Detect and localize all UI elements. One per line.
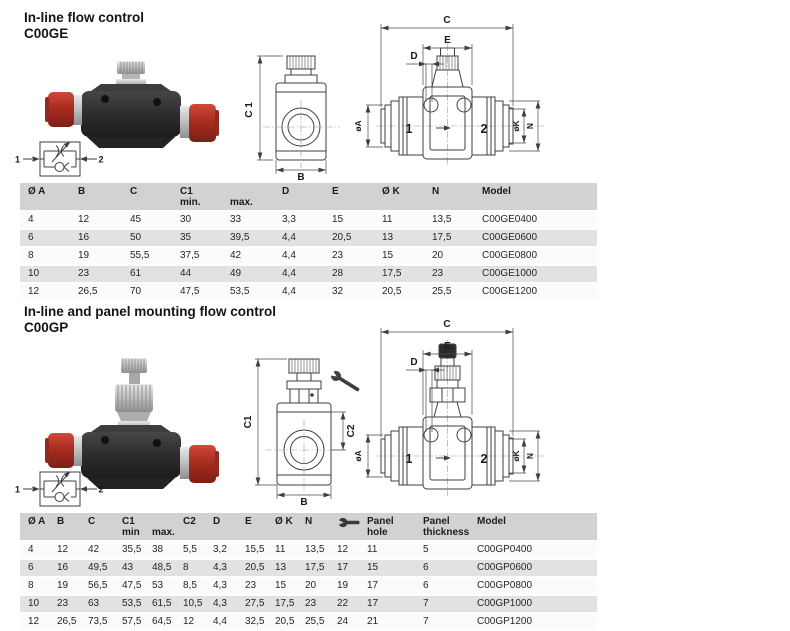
model-cell: C00GP1000 <box>477 598 533 609</box>
column-header: max. <box>144 513 175 541</box>
main-drawing-c00gp <box>352 310 582 508</box>
value-cell: 10 <box>28 598 40 609</box>
value-cell: 15 <box>382 250 394 261</box>
value-cell: 35 <box>180 232 192 243</box>
value-cell: 24 <box>337 616 349 627</box>
model-cell: C00GP0600 <box>477 562 533 573</box>
model-cell: C00GE1200 <box>482 286 538 297</box>
value-cell: 12 <box>337 544 349 555</box>
value-cell: 17 <box>367 580 379 591</box>
column-header: D <box>274 183 324 211</box>
value-cell: 23 <box>332 250 344 261</box>
value-cell: 30 <box>180 214 192 225</box>
column-header: C1 min <box>114 513 144 541</box>
value-cell: 25,5 <box>305 616 325 627</box>
table-row <box>20 541 597 559</box>
table-row <box>20 211 597 229</box>
column-header: Ø A <box>20 513 49 541</box>
dim-label-c2: C2 <box>346 424 357 438</box>
flow-arrow-right <box>80 156 87 162</box>
value-cell: 8,5 <box>183 580 197 591</box>
main-drawing-c00ge <box>352 6 582 178</box>
pneumatic-symbol-c00gp <box>14 466 106 512</box>
dim-label-n: N <box>525 452 535 460</box>
value-cell: 13,5 <box>305 544 325 555</box>
port-2-label: 2 <box>480 122 488 136</box>
value-cell: 4 <box>28 544 34 555</box>
table-row <box>20 577 597 595</box>
value-cell: 12 <box>28 616 40 627</box>
dim-label-ok: øK <box>511 450 521 462</box>
table-row <box>20 559 597 577</box>
value-cell: 11 <box>382 214 393 225</box>
table-row <box>20 595 597 613</box>
value-cell: 6 <box>423 562 429 573</box>
model-cell: C00GE0400 <box>482 214 538 225</box>
side-view-drawing-c00gp <box>243 354 361 506</box>
value-cell: 4 <box>28 214 34 225</box>
value-cell: 6 <box>28 562 34 573</box>
value-cell: 48,5 <box>152 562 172 573</box>
section2-title: In-line and panel mounting flow control <box>24 304 276 319</box>
value-cell: 44 <box>180 268 192 279</box>
value-cell: 16 <box>57 562 69 573</box>
value-cell: 10 <box>28 268 40 279</box>
value-cell: 8 <box>28 580 34 591</box>
value-cell: 38 <box>152 544 164 555</box>
valve-outline <box>381 48 513 159</box>
value-cell: 47,5 <box>122 580 142 591</box>
value-cell: 63 <box>88 598 100 609</box>
dim-label-b: B <box>297 172 305 182</box>
value-cell: 64,5 <box>152 616 172 627</box>
value-cell: 20,5 <box>382 286 402 297</box>
dim-label-oa: øA <box>353 450 363 462</box>
value-cell: 32,5 <box>245 616 265 627</box>
model-cell: C00GP0400 <box>477 544 533 555</box>
value-cell: 10,5 <box>183 598 203 609</box>
value-cell: 8 <box>28 250 34 261</box>
value-cell: 4,3 <box>213 598 227 609</box>
column-header: N <box>297 513 329 541</box>
column-header: C <box>122 183 172 211</box>
value-cell: 13 <box>275 562 287 573</box>
section1-title-block <box>24 10 144 42</box>
value-cell: 4,3 <box>213 580 227 591</box>
value-cell: 4,4 <box>282 268 296 279</box>
value-cell: 22 <box>337 598 349 609</box>
value-cell: 23 <box>305 598 317 609</box>
value-cell: 45 <box>130 214 142 225</box>
value-cell: 20,5 <box>245 562 265 573</box>
wrench-icon <box>337 516 360 529</box>
value-cell: 20,5 <box>275 616 295 627</box>
dimension-lines <box>255 359 346 499</box>
value-cell: 19 <box>78 250 90 261</box>
column-header: E <box>324 183 374 211</box>
value-cell: 39,5 <box>230 232 250 243</box>
dim-label-oa: øA <box>353 120 363 132</box>
column-header: max. <box>222 183 274 211</box>
table-row <box>20 265 597 283</box>
table-body <box>20 211 597 301</box>
value-cell: 61 <box>130 268 142 279</box>
section1-title: In-line flow control <box>24 10 144 25</box>
port-1-label: 1 <box>405 452 413 466</box>
column-header: C <box>80 513 114 541</box>
value-cell: 12 <box>183 616 195 627</box>
symbol-port-2: 2 <box>98 154 104 165</box>
table-body <box>20 541 597 631</box>
value-cell: 61,5 <box>152 598 172 609</box>
value-cell: 35,5 <box>122 544 142 555</box>
dim-label-ok: øK <box>511 120 521 132</box>
value-cell: 12 <box>78 214 90 225</box>
pneumatic-symbol-c00ge <box>14 136 106 182</box>
side-view-drawing-c00ge <box>243 48 353 182</box>
flow-arrow-left <box>33 156 40 162</box>
port-1-label: 1 <box>405 122 413 136</box>
table-header <box>20 183 597 211</box>
value-cell: 15 <box>367 562 379 573</box>
dim-label-e: E <box>444 341 451 352</box>
value-cell: 12 <box>57 544 69 555</box>
column-header: N <box>424 183 474 211</box>
value-cell: 11 <box>367 544 378 555</box>
model-cell: C00GP1200 <box>477 616 533 627</box>
dim-label-n: N <box>525 122 535 130</box>
value-cell: 28 <box>332 268 344 279</box>
value-cell: 27,5 <box>245 598 265 609</box>
value-cell: 19 <box>337 580 349 591</box>
value-cell: 20 <box>305 580 317 591</box>
value-cell: 23 <box>432 268 444 279</box>
header-row <box>20 513 597 541</box>
push-in-fitting-right <box>180 104 219 142</box>
value-cell: 17,5 <box>432 232 452 243</box>
value-cell: 7 <box>423 616 429 627</box>
value-cell: 6 <box>423 580 429 591</box>
value-cell: 23 <box>78 268 90 279</box>
value-cell: 20,5 <box>332 232 352 243</box>
value-cell: 32 <box>332 286 344 297</box>
value-cell: 25,5 <box>432 286 452 297</box>
push-in-fitting-left <box>45 433 82 468</box>
value-cell: 6 <box>28 232 34 243</box>
value-cell: 23 <box>245 580 257 591</box>
value-cell: 4,4 <box>213 616 227 627</box>
column-header: Ø K <box>374 183 424 211</box>
push-in-fitting-right <box>180 445 219 483</box>
flow-arrow-left <box>33 486 40 492</box>
dimensions-table-c00ge <box>20 183 597 302</box>
value-cell: 70 <box>130 286 142 297</box>
value-cell: 33 <box>230 214 242 225</box>
value-cell: 42 <box>230 250 242 261</box>
column-header: D <box>205 513 237 541</box>
value-cell: 15 <box>275 580 287 591</box>
table-row <box>20 247 597 265</box>
value-cell: 19 <box>57 580 69 591</box>
dim-label-b: B <box>300 497 308 506</box>
value-cell: 55,5 <box>130 250 150 261</box>
value-cell: 37,5 <box>180 250 200 261</box>
symbol-port-1: 1 <box>15 484 21 495</box>
value-cell: 50 <box>130 232 142 243</box>
value-cell: 12 <box>28 286 40 297</box>
value-cell: 3,2 <box>213 544 227 555</box>
table-row <box>20 229 597 247</box>
value-cell: 53 <box>152 580 164 591</box>
dim-label-d: D <box>410 51 418 62</box>
column-header: Panel hole <box>359 513 415 541</box>
column-header: E <box>237 513 267 541</box>
dim-label-c1: C1 <box>243 415 254 429</box>
value-cell: 17,5 <box>305 562 325 573</box>
dim-label-c: C <box>443 15 451 26</box>
value-cell: 5 <box>423 544 429 555</box>
port-2-label: 2 <box>480 452 488 466</box>
section1-series: C00GE <box>24 26 69 41</box>
value-cell: 4,4 <box>282 286 296 297</box>
model-cell: C00GP0800 <box>477 580 533 591</box>
section2-series: C00GP <box>24 320 69 335</box>
dim-label-c1: C 1 <box>244 102 255 118</box>
value-cell: 7 <box>423 598 429 609</box>
table-row <box>20 613 597 631</box>
dim-label-c: C <box>443 319 451 330</box>
column-header: B <box>49 513 80 541</box>
value-cell: 43 <box>122 562 134 573</box>
valve-outline <box>381 344 513 489</box>
column-header: Ø K <box>267 513 297 541</box>
value-cell: 53,5 <box>230 286 250 297</box>
model-cell: C00GE0800 <box>482 250 538 261</box>
value-cell: 17 <box>337 562 349 573</box>
value-cell: 23 <box>57 598 69 609</box>
push-in-fitting-left <box>45 92 82 127</box>
value-cell: 4,4 <box>282 250 296 261</box>
value-cell: 56,5 <box>88 580 108 591</box>
model-cell: C00GE1000 <box>482 268 538 279</box>
column-header-wrench <box>329 513 359 541</box>
column-header: Model <box>474 183 597 211</box>
value-cell: 17 <box>367 598 379 609</box>
value-cell: 57,5 <box>122 616 142 627</box>
column-header: C1 min. <box>172 183 222 211</box>
dimensions-table-c00gp <box>20 513 597 631</box>
table-header <box>20 513 597 541</box>
column-header: C2 <box>175 513 205 541</box>
value-cell: 20 <box>432 250 444 261</box>
column-header: Model <box>469 513 597 541</box>
value-cell: 26,5 <box>78 286 98 297</box>
dim-label-d: D <box>410 357 418 368</box>
value-cell: 8 <box>183 562 189 573</box>
column-header: Ø A <box>20 183 70 211</box>
value-cell: 13,5 <box>432 214 452 225</box>
flow-arrow-right <box>80 486 87 492</box>
value-cell: 49 <box>230 268 242 279</box>
value-cell: 47,5 <box>180 286 200 297</box>
value-cell: 53,5 <box>122 598 142 609</box>
column-header: Panel thickness <box>415 513 469 541</box>
header-row <box>20 183 597 211</box>
value-cell: 73,5 <box>88 616 108 627</box>
value-cell: 3,3 <box>282 214 296 225</box>
value-cell: 16 <box>78 232 90 243</box>
table-row <box>20 283 597 301</box>
value-cell: 17,5 <box>275 598 295 609</box>
column-header: B <box>70 183 122 211</box>
value-cell: 4,3 <box>213 562 227 573</box>
value-cell: 42 <box>88 544 100 555</box>
value-cell: 11 <box>275 544 286 555</box>
value-cell: 15 <box>332 214 344 225</box>
value-cell: 17,5 <box>382 268 402 279</box>
symbol-port-1: 1 <box>15 154 21 165</box>
value-cell: 5,5 <box>183 544 197 555</box>
section2-title-block <box>24 304 276 336</box>
dim-label-e: E <box>444 35 451 46</box>
model-cell: C00GE0600 <box>482 232 538 243</box>
value-cell: 26,5 <box>57 616 77 627</box>
value-cell: 15,5 <box>245 544 265 555</box>
value-cell: 49,5 <box>88 562 108 573</box>
symbol-port-2: 2 <box>98 484 104 495</box>
value-cell: 21 <box>367 616 379 627</box>
value-cell: 13 <box>382 232 394 243</box>
value-cell: 4,4 <box>282 232 296 243</box>
panel-mount-stem <box>115 358 153 431</box>
